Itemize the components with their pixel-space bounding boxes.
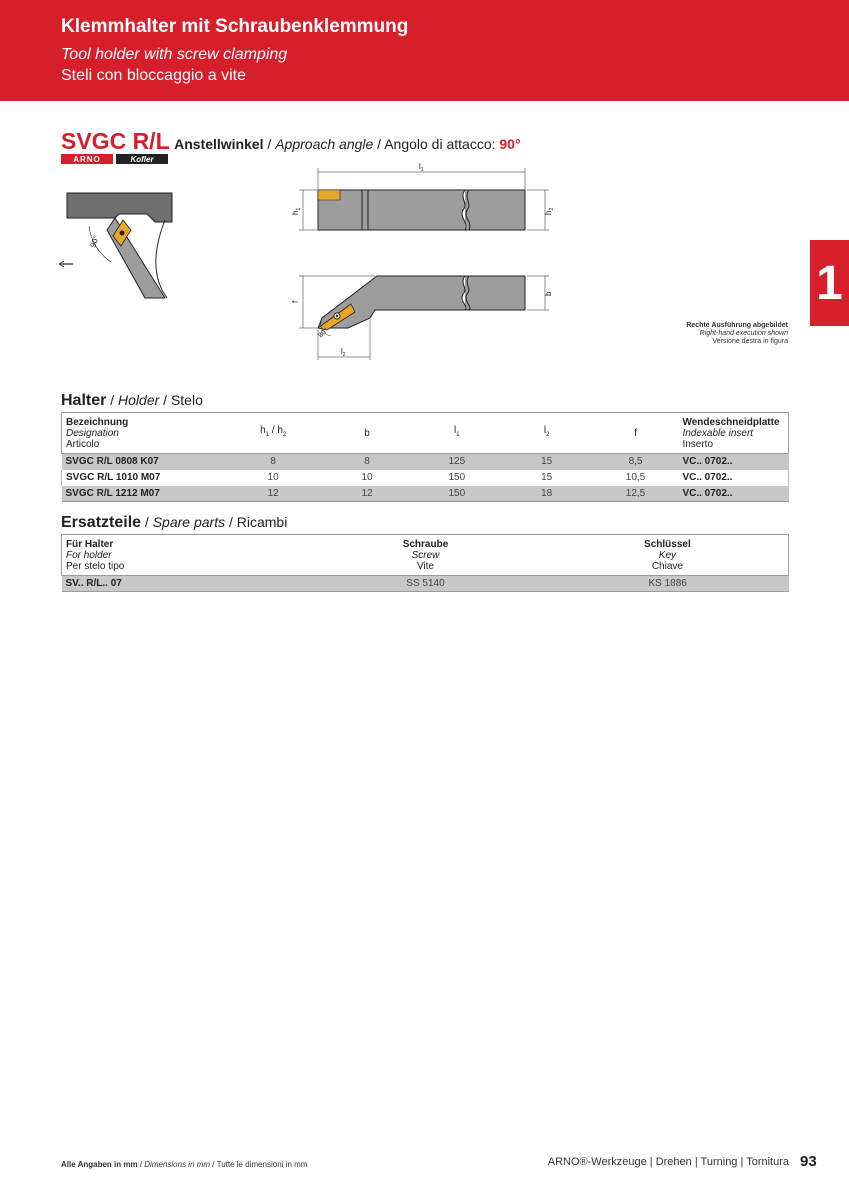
table-row[interactable]: SVGC R/L 1212 M07 12 12 150 18 12,5 VC.. 0702..	[62, 486, 789, 502]
note-en: Right-hand execution shown	[699, 330, 788, 337]
arno-logo: ARNO	[61, 154, 113, 164]
product-title: SVGC R/L Anstellwinkel / Approach angle / Angolo di attacco: 90°	[61, 128, 521, 154]
table-row[interactable]: SVGC R/L 1010 M07 10 10 150 15 10,5 VC.. 0702..	[62, 470, 789, 486]
col-insert: Wendeschneidplatte Indexable insert Inserto	[682, 416, 780, 450]
col-screw: Schraube Screw Vite	[402, 538, 449, 572]
note-de: Rechte Ausführung abgebildet	[686, 322, 788, 329]
col-l2: $l_2$	[543, 425, 550, 438]
execution-note	[686, 322, 788, 346]
col-designation: Bezeichnung Designation Articolo	[66, 416, 129, 450]
header-title-en: Tool holder with screw clamping	[61, 46, 288, 63]
holder-table	[61, 412, 789, 502]
top-view	[291, 162, 555, 230]
dim-h2-label: $h_2$	[544, 207, 555, 215]
dim-l1-label: $l_1$	[419, 162, 424, 173]
spare-parts-table	[61, 534, 789, 592]
table-row[interactable]: SV.. R/L.. 07 SS 5140 KS 1886	[62, 576, 789, 592]
footer-breadcrumb: ARNO®-Werkzeuge | Drehen | Turning | Tornitura	[547, 1156, 789, 1168]
approach-angle-en: Approach angle	[275, 136, 374, 152]
approach-angle-it: Angolo di attacco:	[384, 136, 496, 152]
col-l1: $l_1$	[454, 425, 460, 438]
product-code: SVGC R/L	[61, 128, 170, 154]
col-key: Schlüssel Key Chiave	[644, 538, 691, 572]
col-f: f	[634, 427, 637, 439]
approach-angle-de: Anstellwinkel	[174, 136, 264, 152]
page-number: 93	[800, 1153, 817, 1170]
spare-parts-section-title: Ersatzteile / Spare parts / Ricambi	[61, 514, 288, 531]
table-row[interactable]: SVGC R/L 0808 K07 8 8 125 15 8,5 VC.. 0702..	[62, 454, 789, 470]
sketch-angle-label: 90°	[88, 234, 102, 249]
col-b: b	[364, 427, 370, 439]
header-title-de: Klemmhalter mit Schraubenklemmung	[61, 16, 409, 37]
note-it: Versione destra in figura	[712, 338, 788, 345]
holder-section-title: Halter / Holder / Stelo	[61, 392, 203, 409]
header-title-it: Steli con bloccaggio a vite	[61, 67, 246, 84]
dim-h1-label: $h_1$	[291, 207, 302, 215]
bottom-view	[291, 276, 553, 360]
dim-f-label: f	[291, 300, 300, 303]
approach-angle-value: 90°	[499, 136, 521, 152]
page-header	[0, 0, 849, 101]
kofler-logo: Kofler	[116, 154, 168, 164]
dim-b-label: b	[544, 291, 553, 296]
application-sketch	[59, 193, 172, 298]
chapter-tab[interactable]: 1	[810, 240, 849, 326]
col-h1h2: $h_1 / h_2$	[260, 425, 287, 438]
col-for-holder: Für Halter For holder Per stelo tipo	[66, 538, 125, 572]
dim-l2-label: $l_2$	[341, 347, 346, 358]
technical-drawing	[55, 160, 555, 365]
footer-dimensions-note: Alle Angaben in mm / Dimensions in mm / Tutte le dimensioni in mm	[61, 1160, 308, 1169]
bottom-angle-label: 80°	[317, 326, 330, 340]
